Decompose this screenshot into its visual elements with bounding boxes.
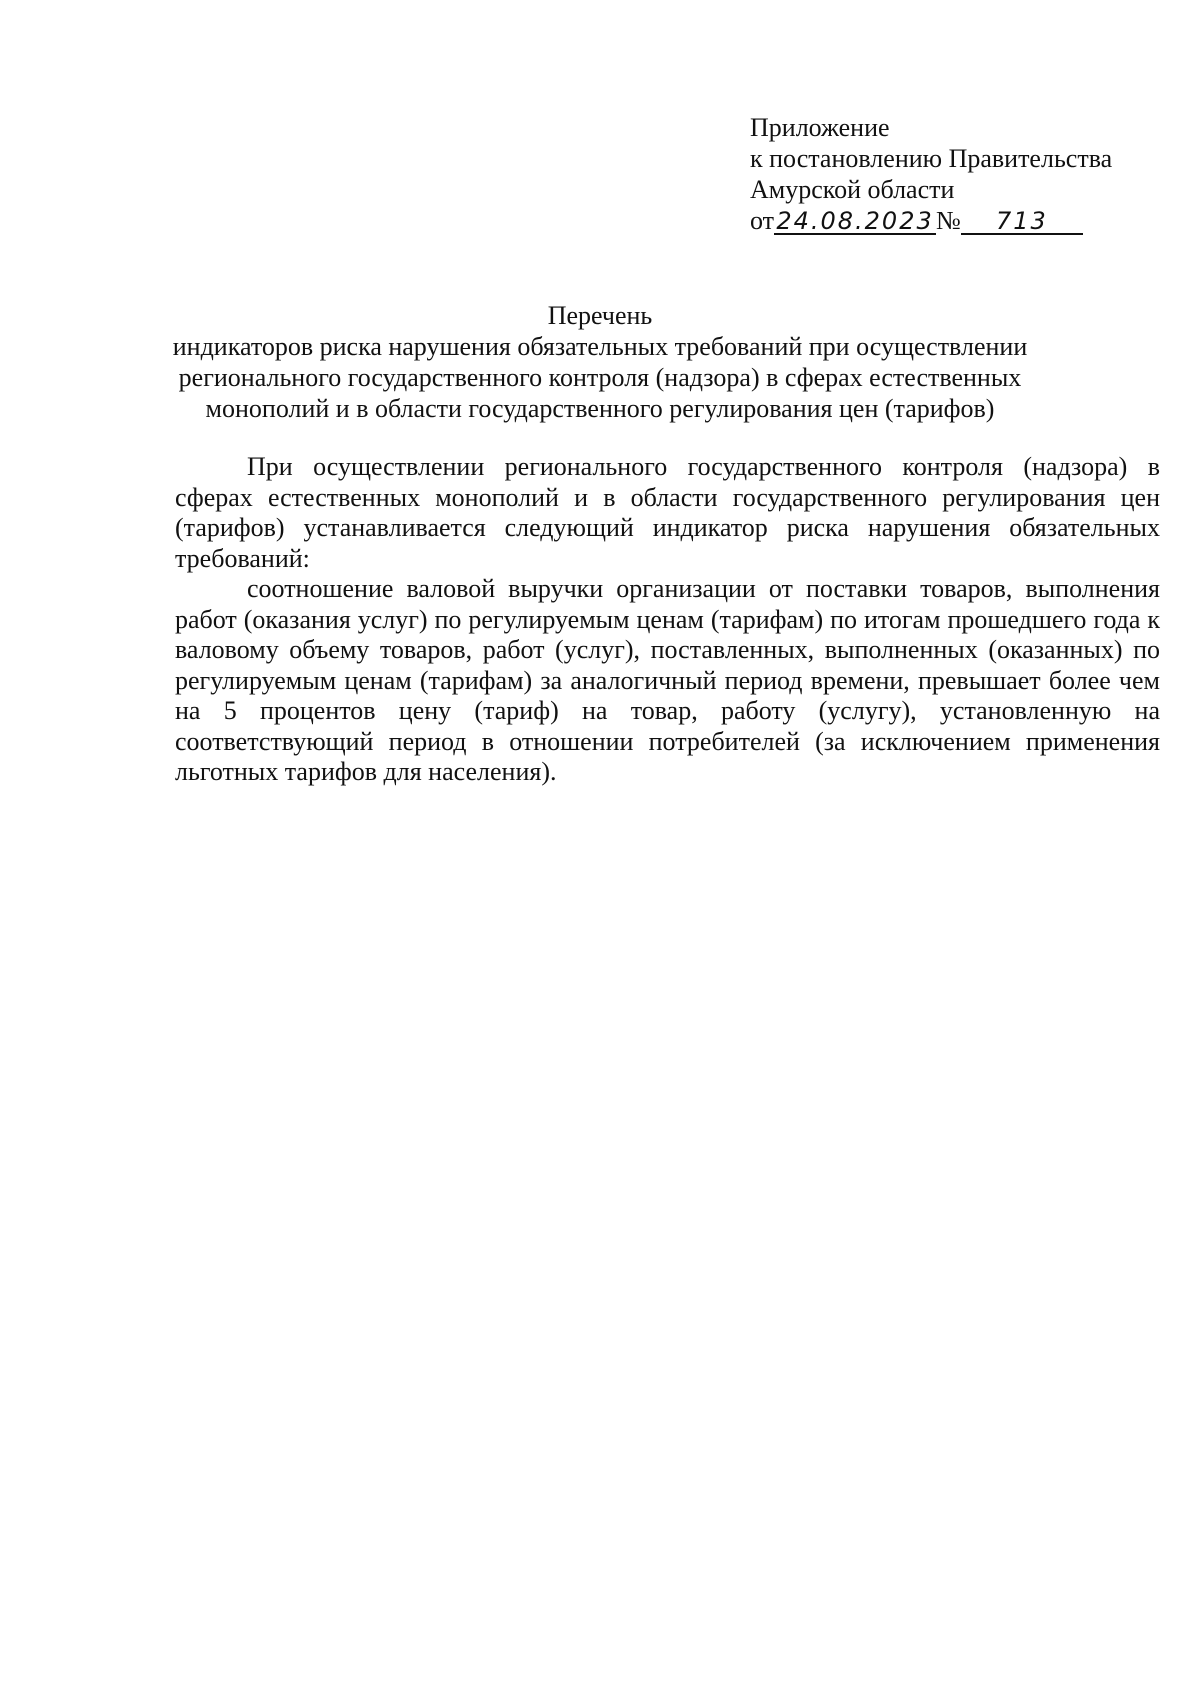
title-line-1: индикаторов риска нарушения обязательных требований при осуществлении	[172, 332, 1028, 361]
document-title	[160, 300, 1040, 424]
title-line-3: монополий и в области государственного регулирования цен (тарифов)	[205, 394, 995, 423]
appendix-reference: к постановлению Правительства	[750, 144, 1113, 173]
paragraph-indicator: соотношение валовой выручки организации от поставки товаров, выполнения работ (оказания услуг) по регулируемым ценам (тарифам) по итогам прошедшего года к валовому объему товаров, работ (услуг), поставленных, выполненных (оказанных) по регулируемым ценам (тарифам) за аналогичный период времени, превышает более чем на 5 процентов цену (тариф) на товар, работу (услугу), установленную на соответствующий период в отношении потребителей (за исключением применения льготных тарифов для населения).	[175, 574, 1160, 786]
appendix-date-line	[750, 205, 1170, 236]
title-line-2: регионального государственного контроля (надзора) в сферах естественных	[178, 363, 1022, 392]
paragraph-intro: При осуществлении регионального государственного контроля (надзора) в сферах естественных монополий и в области государственного регулирования цен (тарифов) устанавливается следующий индикатор риска нарушения обязательных требований:	[175, 452, 1160, 573]
date-prefix: от	[750, 206, 775, 235]
appendix-region: Амурской области	[750, 175, 955, 204]
number-label: №	[936, 206, 961, 235]
appendix-header	[750, 112, 1170, 236]
document-body	[175, 452, 1160, 788]
handwritten-number: 713	[961, 209, 1083, 235]
title-heading: Перечень	[547, 301, 653, 330]
appendix-title: Приложение	[750, 113, 890, 142]
handwritten-date: 24.08.2023	[774, 209, 936, 235]
